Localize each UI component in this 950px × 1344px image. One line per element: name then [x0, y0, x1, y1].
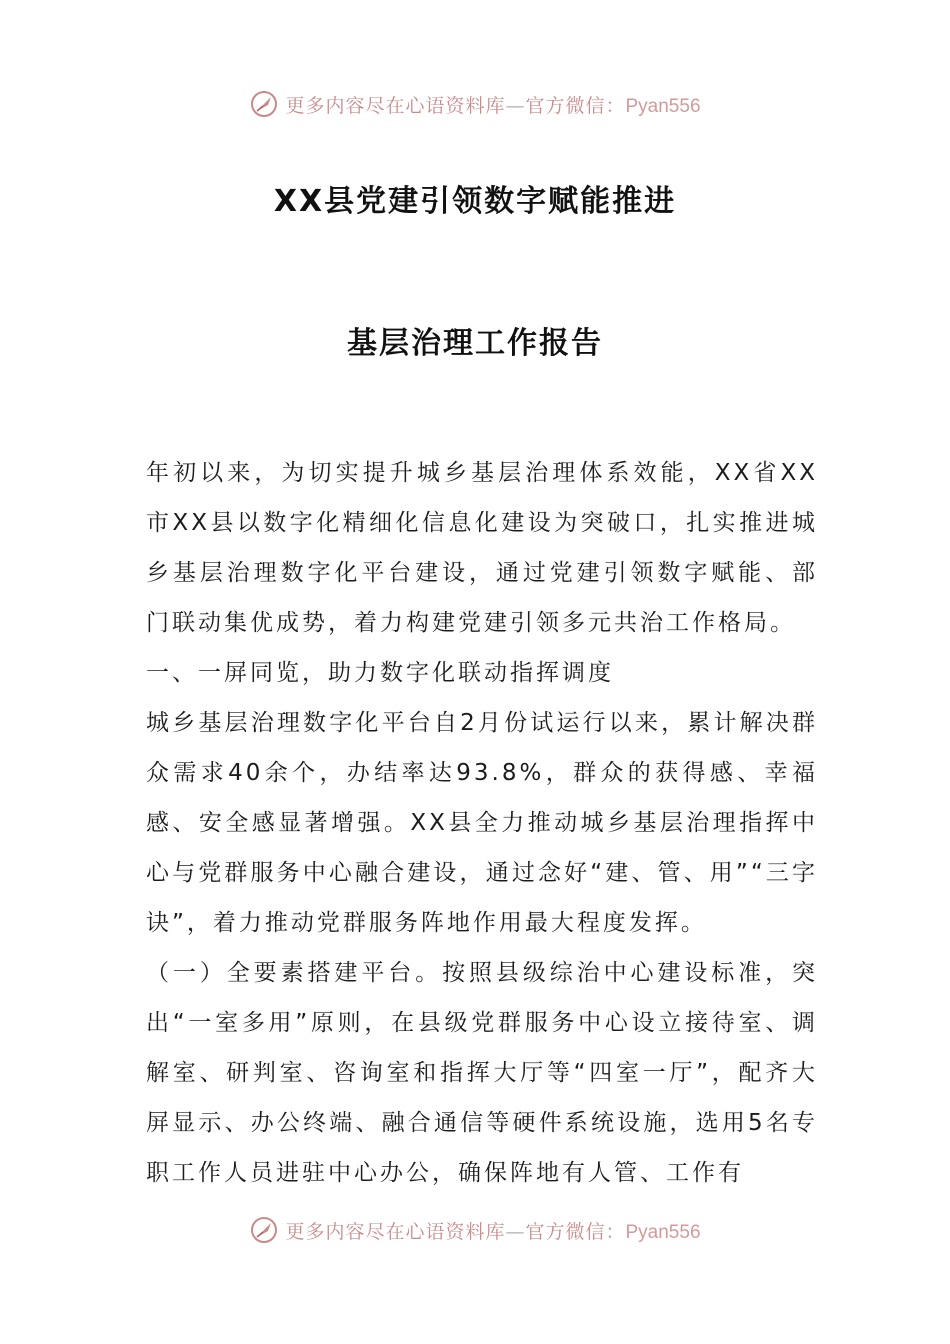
paragraph-subsection-1: （一）全要素搭建平台。按照县级综治中心建设标准，突出“一室多用”原则，在县级党群服务中心设立接待室、调解室、研判室、咨询室和指挥大厅等“四室一厅”，配齐大屏显示、办公终端、融合通信等硬件系统设施，选用5名专职工作人员进驻中心办公，确保阵地有人管、工作有 [146, 960, 818, 1186]
paragraph-intro: 年初以来，为切实提升城乡基层治理体系效能，XX省XX市XX县以数字化精细化信息化建设为突破口，扎实推进城乡基层治理数字化平台建设，通过党建引领数字赋能、部门联动集优成势，着力构建党建引领多元共治工作格局。 [146, 460, 818, 636]
watermark-text: 更多内容尽在心语资料库—官方微信：Pyan556 [285, 94, 701, 117]
header-watermark [0, 84, 950, 124]
watermark-text: 更多内容尽在心语资料库—官方微信：Pyan556 [285, 1220, 701, 1243]
paragraph-section-1: 城乡基层治理数字化平台自2月份试运行以来，累计解决群众需求40余个，办结率达93.8%，群众的获得感、幸福感、安全感显著增强。XX县全力推动城乡基层治理指挥中心与党群服务中心融合建设，通过念好“建、管、用”“三字诀”，着力推动党群服务阵地作用最大程度发挥。 [146, 710, 818, 936]
document-title-line1: XX县党建引领数字赋能推进 [273, 184, 677, 219]
document-title-line2: 基层治理工作报告 [347, 326, 603, 361]
section-heading-1: 一、一屏同览，助力数字化联动指挥调度 [146, 660, 614, 686]
document-body [146, 448, 818, 1198]
quill-logo-icon [249, 89, 279, 119]
quill-logo-icon [249, 1215, 279, 1245]
footer-watermark [0, 1210, 950, 1250]
